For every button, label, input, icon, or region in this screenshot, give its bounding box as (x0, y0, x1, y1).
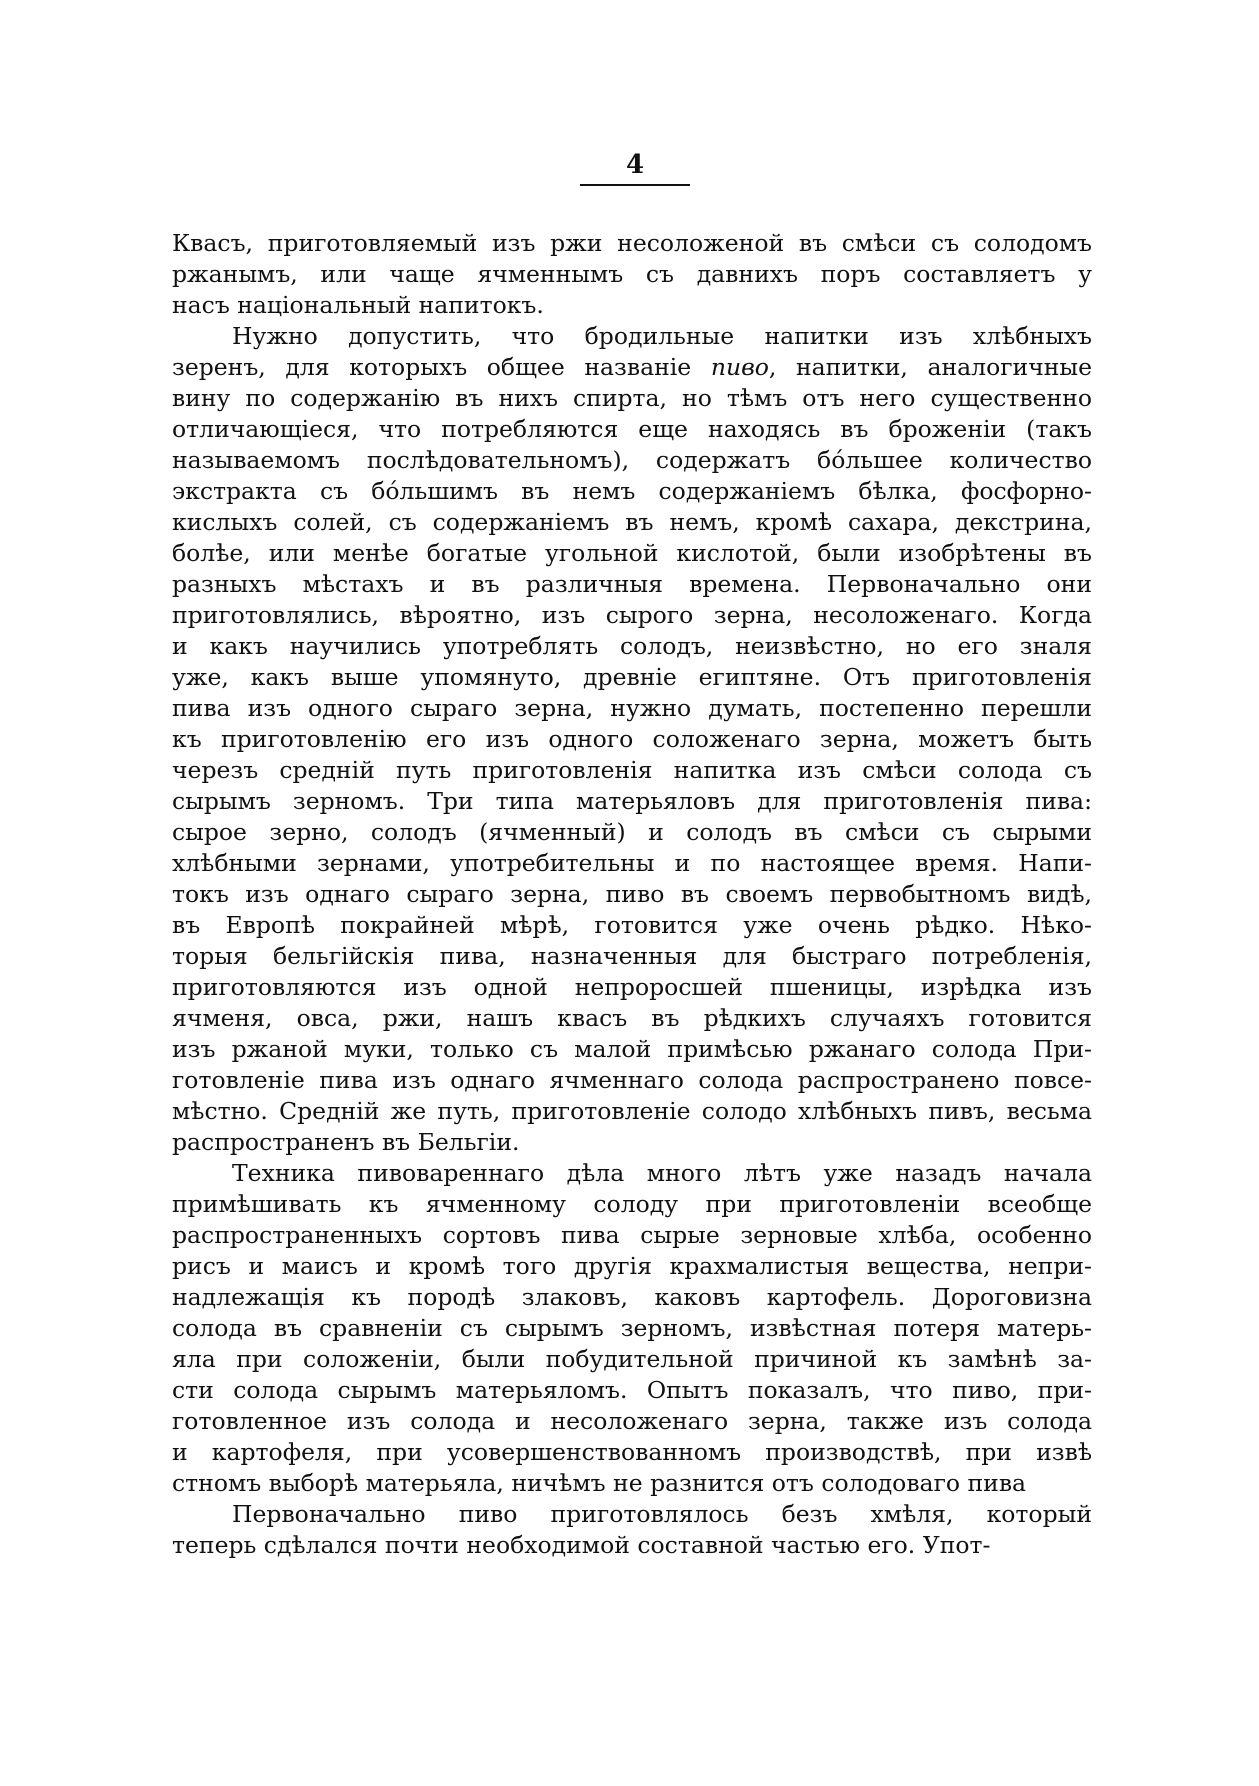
text-line: изъ ржаной муки, только съ малой примѣсью ржанаго солода При- (172, 1035, 1092, 1063)
text-line: называемомъ послѣдовательномъ), содержатъ бóльшее количество (172, 446, 1092, 474)
paragraph (172, 1499, 1092, 1561)
text-line: и какъ научились употреблять солодъ, неизвѣстно, но его зналя (172, 632, 1092, 660)
text-line: торыя бельгійскія пива, назначенныя для быстраго потребленія, (172, 942, 1092, 970)
page-number: 4 (625, 150, 645, 180)
text-line: распространенныхъ сортовъ пива сырые зерновые хлѣба, особенно (172, 1221, 1092, 1249)
text-line: вину по содержанію въ нихъ спирта, но тѣмъ отъ него существенно (172, 384, 1092, 412)
text-line: отличающіеся, что потребляются еще находясь въ броженіи (такъ (172, 415, 1092, 443)
text-line: солода въ сравненіи съ сырымъ зерномъ, извѣстная потеря матерь- (172, 1314, 1092, 1342)
text-line: рисъ и маисъ и кромѣ того другія крахмалистыя вещества, непри- (172, 1252, 1092, 1280)
text-line: теперь сдѣлался почти необходимой составной частью его. Упот- (172, 1531, 991, 1559)
text-line: къ приготовленію его изъ одного соложенаго зерна, можетъ быть (172, 725, 1092, 753)
text-line: болѣе, или менѣе богатые угольной кислотой, были изобрѣтены въ (172, 539, 1092, 567)
text-line: и картофеля, при усовершенствованномъ производствѣ, при извѣ (172, 1438, 1092, 1466)
page-number-rule (580, 184, 690, 186)
text-line: готовленное изъ солода и несоложенаго зерна, также изъ солода (172, 1407, 1092, 1435)
text-line: разныхъ мѣстахъ и въ различныя времена. Первоначально они (172, 570, 1092, 598)
text-line: надлежащія къ породѣ злаковъ, каковъ картофель. Дороговизна (172, 1283, 1092, 1311)
text-line: Нужно допустить, что бродильные напитки изъ хлѣбныхъ (232, 322, 1092, 350)
text-line: готовленіе пива изъ однаго ячменнаго солода распространено повсе- (172, 1066, 1092, 1094)
text-line: пива изъ одного сыраго зерна, нужно думать, постепенно перешли (172, 694, 1092, 722)
text-line: черезъ средній путь приготовленія напитка изъ смѣси солода съ (172, 756, 1092, 784)
text-line: сырое зерно, солодъ (ячменный) и солодъ въ смѣси съ сырыми (172, 818, 1092, 846)
text-line: мѣстно. Средній же путь, приготовленіе солодо хлѣбныхъ пивъ, весьма (172, 1097, 1092, 1125)
text-line: токъ изъ однаго сыраго зерна, пиво въ своемъ первобытномъ видѣ, (172, 880, 1092, 908)
text-line: приготовлялись, вѣроятно, изъ сырого зерна, несоложенаго. Когда (172, 601, 1092, 629)
text-line: Квасъ, приготовляемый изъ ржи несоложеной въ смѣси съ солодомъ (172, 229, 1092, 257)
text-line: Первоначально пиво приготовлялось безъ хмѣля, который (232, 1500, 1092, 1528)
paragraph (172, 1158, 1092, 1499)
text-line: насъ національный напитокъ. (172, 291, 544, 319)
text-line: стномъ выборѣ матерьяла, ничѣмъ не разнится отъ солодоваго пива (172, 1469, 1027, 1497)
text-line: зеренъ, для которыхъ общее названіе пиво, напитки, аналогичные (172, 353, 1093, 381)
text-line: сти солода сырымъ матерьяломъ. Опытъ показалъ, что пиво, при- (172, 1376, 1092, 1404)
text-line: хлѣбными зернами, употребительны и по настоящее время. Напи- (172, 849, 1092, 877)
text-line: распространенъ въ Бельгіи. (172, 1128, 520, 1156)
text-line: ржанымъ, или чаще ячменнымъ съ давнихъ поръ составляетъ у (172, 260, 1092, 288)
text-line: примѣшивать къ ячменному солоду при приготовленіи всеобще (172, 1190, 1092, 1218)
text-line: Техника пивовареннаго дѣла много лѣтъ уже назадъ начала (232, 1159, 1092, 1187)
text-line: яла при соложеніи, были побудительной причиной къ замѣнѣ за- (172, 1345, 1092, 1373)
body-text (172, 228, 1092, 1561)
text-line: уже, какъ выше упомянуто, древніе египтяне. Отъ приготовленія (172, 663, 1092, 691)
text-line: ячменя, овса, ржи, нашъ квасъ въ рѣдкихъ случаяхъ готовится (172, 1004, 1092, 1032)
text-line: сырымъ зерномъ. Три типа матерьяловъ для приготовленія пива: (172, 787, 1092, 815)
text-line: экстракта съ бóльшимъ въ немъ содержаніемъ бѣлка, фосфорно- (172, 477, 1092, 505)
text-line: въ Европѣ покрайней мѣрѣ, готовится уже очень рѣдко. Нѣко- (172, 911, 1092, 939)
paragraph (172, 228, 1092, 321)
paragraph (172, 321, 1092, 1158)
text-line: приготовляются изъ одной непроросшей пшеницы, изрѣдка изъ (172, 973, 1092, 1001)
text-line: кислыхъ солей, съ содержаніемъ въ немъ, кромѣ сахара, декстрина, (172, 508, 1092, 536)
